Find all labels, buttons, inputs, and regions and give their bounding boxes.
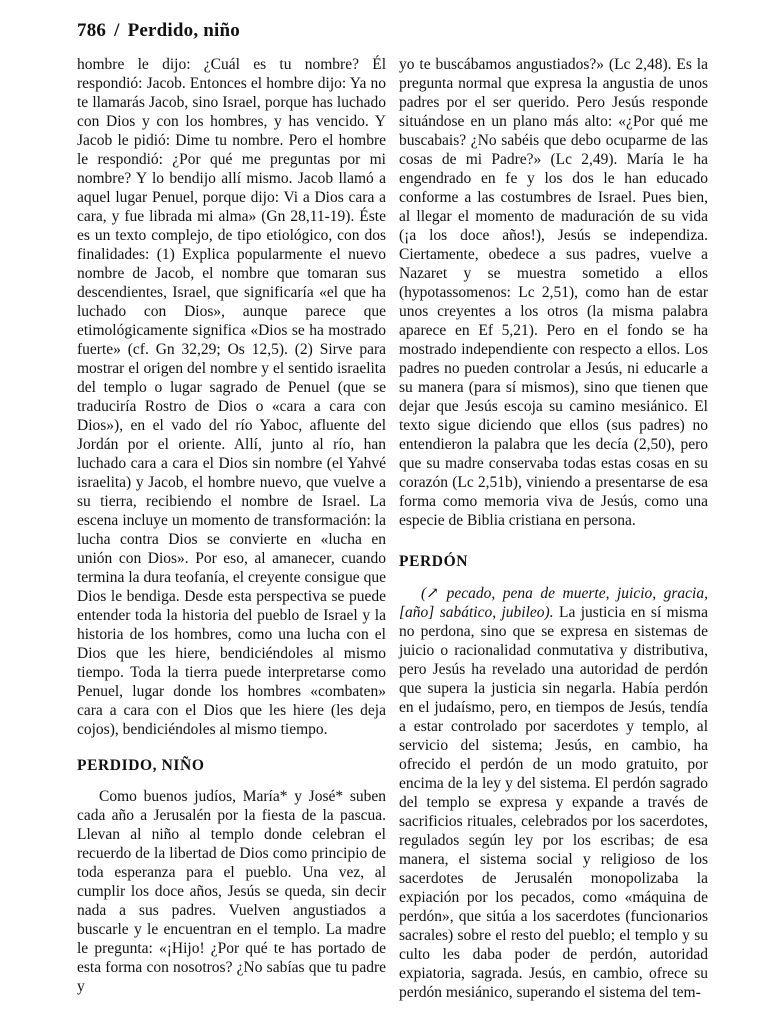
right-paragraph-entry xyxy=(399,584,708,1002)
running-head xyxy=(77,20,240,42)
page-number: 786 xyxy=(77,20,107,41)
left-paragraph-entry: Como buenos judíos, María* y José* suben cada año a Jerusalén por la fiesta de la pascua. Llevan al niño al templo donde celebran el recuerdo de la libertad de Dios como principio de toda esperanza para el pueblo. Una vez, al cumplir los doce años, Jesús se queda, sin decir nada a sus padres. Vuelven angustiados a buscarle y le encuentran en el templo. La madre le pregunta: «¡Hijo! ¿Por qué te has portado de esta forma con nosotros? ¿No sabías que tu padre y xyxy=(77,788,386,995)
right-paragraph-continued: yo te buscábamos angustiados?» (Lc 2,48). Es la pregunta normal que expresa la angustia de unos padres por el ser querido. Pero Jesús responde situándose en un plano más alto: «¿Por qué me buscabais? ¿No sabéis que debo ocuparme de las cosas de mi Padre?» (Lc 2,49). María le ha engendrado en fe y los dos le han educado conforme a las costumbres de Israel. Pues bien, al llegar el momento de maduración de su vida (¡a los doce años!), Jesús se independiza. Ciertamente, obedece a sus padres, vuelve a Nazaret y se muestra sometido a ellos (hypotassomenos: Lc 2,51), como han de estar unos creyentes a los otros (la misma palabra aparece en Ef 5,21). Pero en el fondo se ha mostrado independiente con respecto a ellos. Los padres no pueden controlar a Jesús, ni educarle a su manera (para sí mismos), sino que tienen que dejar que Jesús escoja su camino mesiánico. El texto sigue diciendo que ellos (sus padres) no entendieron la palabra que les decía (2,50), pero que su madre conservaba todas estas cosas en su corazón (Lc 2,51b), viniendo a presentarse de esa forma como memoria viva de Jesús, como una especie de Biblia cristiana en persona. xyxy=(399,56,708,529)
entry-heading-perdido-nino: PERDIDO, NIÑO xyxy=(77,757,205,774)
cross-references: (↗ pecado, pena de muerte, juicio, gracia, [año] sabático, jubileo). xyxy=(399,585,708,621)
right-paragraph-body: La justicia en sí misma no perdona, sino que se expresa en sistemas de juicio o racionalidad conmutativa y distributiva, pero Jesús ha revelado una autoridad de perdón que supera la justicia sin negarla. Había perdón en el judaísmo, pero, en tiempos de Jesús, tendía a estar controlado por sacerdotes y templo, al servicio del sistema; Jesús, en cambio, ha ofrecido el perdón de un modo gratuito, por encima de la ley y del sistema. El perdón sagrado del templo se expresa y expande a través de sacrificios rituales, celebrados por los sacerdotes, regulados según ley por los escribas; de esa manera, el sistema social y religioso de los sacerdotes de Jerusalén monopolizaba la expiación por los pecados, como «máquina de perdón», que sitúa a los sacerdotes (funcionarios sacrales) sobre el resto del pueblo; el templo y su culto les daba poder de perdón, autoridad expiatoria, sagrada. Jesús, en cambio, ofrece su perdón mesiánico, superando el sistema del tem- xyxy=(399,604,708,1001)
left-paragraph-continued: hombre le dijo: ¿Cuál es tu nombre? Él respondió: Jacob. Entonces el hombre dijo: Ya no te llamarás Jacob, sino Israel, porque has luchado con Dios y con los hombres, y has vencido. Y Jacob le pidió: Dime tu nombre. Pero el hombre le respondió: ¿Por qué me preguntas por mi nombre? Y lo bendijo allí mismo. Jacob llamó a aquel lugar Penuel, porque dijo: Vi a Dios cara a cara, y fue librada mi alma» (Gn 28,11-19). Éste es un texto complejo, de tipo etiológico, con dos finalidades: (1) Explica popularmente el nuevo nombre de Jacob, el nombre que tomaran sus descendientes, Israel, que significaría «el que ha luchado con Dios», aunque parece que etimológicamente significa «Dios se ha mostrado fuerte» (cf. Gn 32,29; Os 12,5). (2) Sirve para mostrar el origen del nombre y el sentido israelita del templo o lugar sagrado de Penuel (que se traduciría Rostro de Dios o «cara a cara con Dios»), en el vado del río Yaboc, afluente del Jordán por el oriente. Allí, junto al río, han luchado cara a cara el Dios sin nombre (el Yahvé israelita) y Jacob, el hombre nuevo, que vuelve a su tierra, recibiendo el nombre de Israel. La escena incluye un momento de transformación: la lucha contra Dios se convierte en «lucha en unión con Dios». Por eso, al amanecer, cuando termina la dura teofanía, el creyente consigue que Dios le bendiga. Desde esta perspectiva se puede entender toda la historia del pueblo de Israel y la historia de los hombres, como una lucha con el Dios que les hiere, bendiciéndoles al mismo tiempo. Toda la tierra puede interpretarse como Penuel, lugar donde los hombres «combaten» cara a cara con el Dios que les hiere (les deja cojos), bendiciéndoles al mismo tiempo. xyxy=(77,56,386,738)
header-separator: / xyxy=(114,20,120,41)
running-title: Perdido, niño xyxy=(127,20,240,41)
left-column xyxy=(77,55,386,996)
entry-heading-perdon: PERDÓN xyxy=(399,553,469,570)
right-column xyxy=(399,55,708,1002)
